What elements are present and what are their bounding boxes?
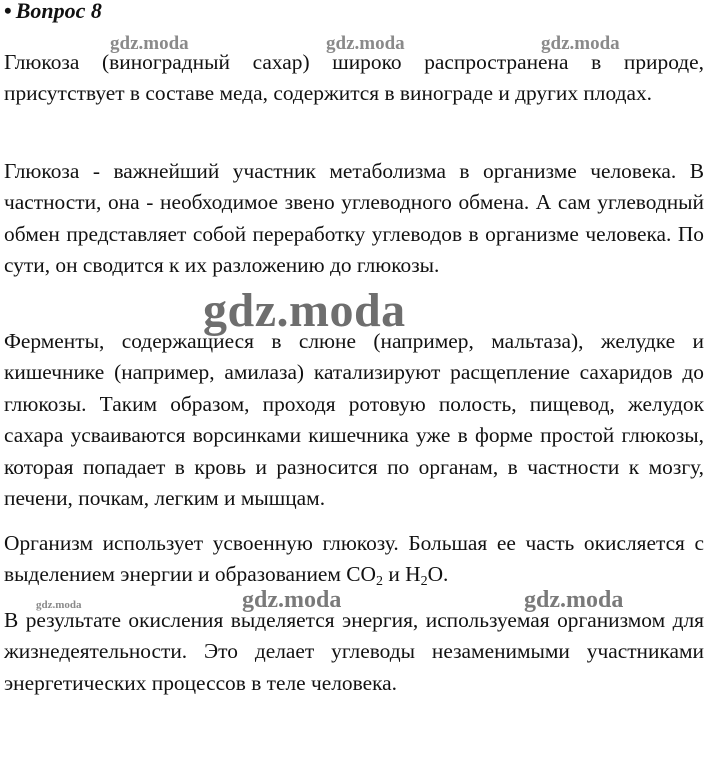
watermark-top-3: gdz.moda (541, 33, 620, 54)
paragraph-4 (4, 528, 704, 591)
paragraph-2: Глюкоза - важнейший участник метаболизма в организме человека. В частности, она - необходимое звено углеводного обмена. А сам углеводный обмен представляет собой переработку углеводов в организме человека. По сути, он сводится к их разложению до глюкозы. (4, 159, 704, 278)
question-title: Вопрос 8 (15, 0, 102, 23)
co2-subscript: 2 (376, 574, 384, 590)
paragraph-1: Глюкоза (виноградный сахар) широко распространена в природе, присутствует в составе меда, содержится в винограде и других плодах. (4, 50, 704, 106)
paragraph-3: Ферменты, содержащиеся в слюне (например, мальтаза), желудке и кишечнике (например, амилаза) катализируют расщепление сахаридов до глюкозы. Таким образом, проходя ротовую полость, пищевод, желудок сахара усваиваются ворсинками кишечника уже в форме простой глюкозы, которая попадает в кровь и разносится по органам, в частности к мозгу, печени, почкам, легким и мышцам. (4, 329, 704, 511)
watermark-top-1: gdz.moda (110, 33, 189, 54)
bullet-marker: • (4, 0, 12, 23)
watermark-lower-2: gdz.moda (524, 587, 624, 613)
paragraph-5: В результате окисления выделяется энергия, используемая организмом для жизнедеятельности. Это делает углеводы незаменимыми участниками энергетических процессов в теле человека. (4, 608, 704, 695)
paragraph-4-text-after: O. (427, 562, 449, 587)
watermark-top-2: gdz.moda (326, 33, 405, 54)
paragraph-4-text-before: Организм использует усвоенную глюкозу. Большая ее часть окисляется с выделением энергии и образованием CO (4, 531, 704, 587)
paragraph-4-text-middle: и H (383, 562, 421, 587)
question-heading (4, 0, 102, 24)
watermark-center-large: gdz.moda (203, 284, 406, 337)
watermark-lower-small: gdz.moda (36, 599, 82, 611)
h2o-subscript: 2 (420, 574, 428, 590)
watermark-lower-1: gdz.moda (242, 587, 342, 613)
